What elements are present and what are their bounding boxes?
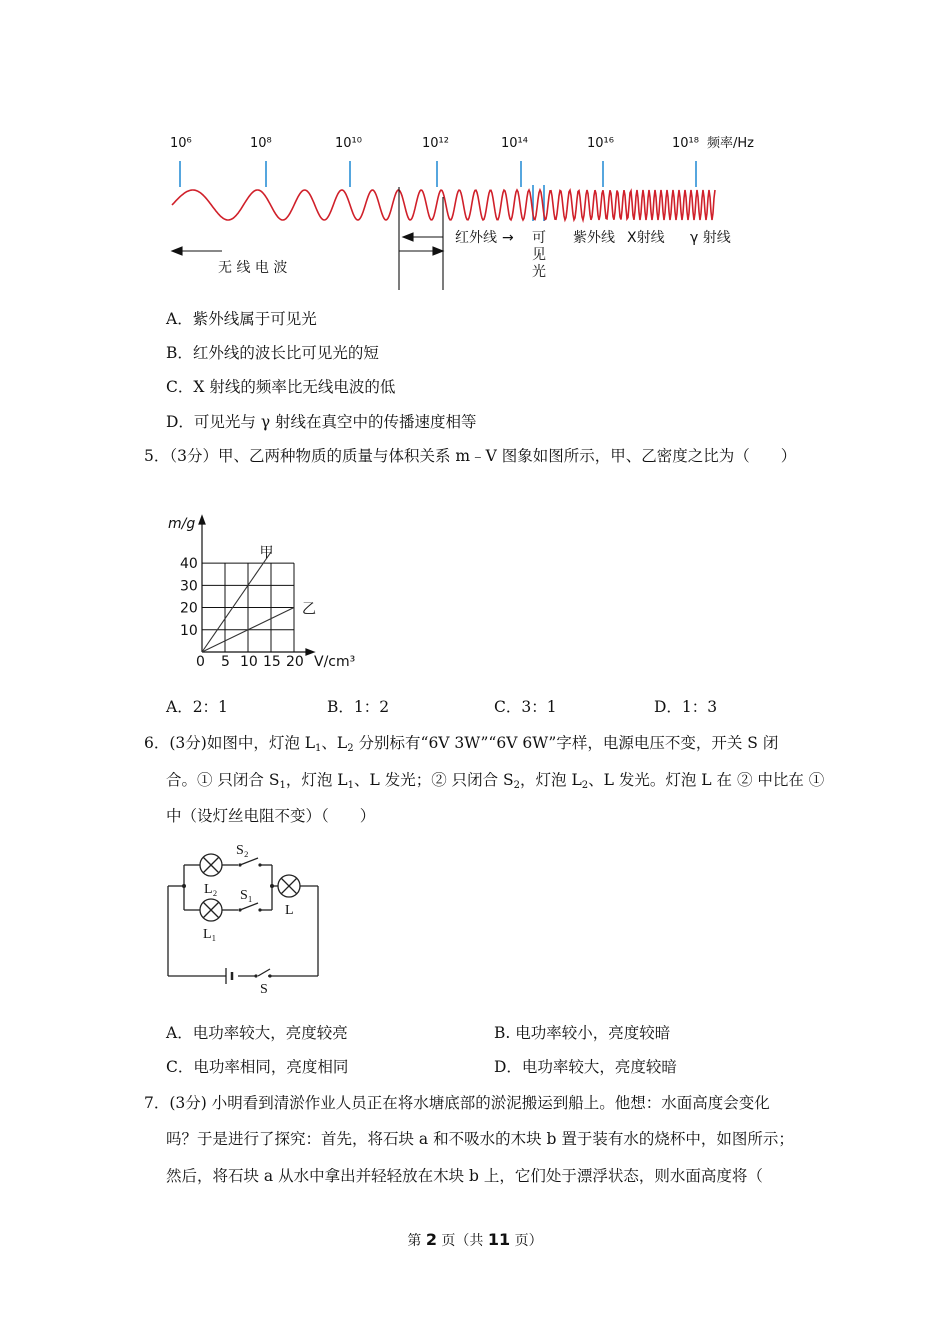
series-line-0	[202, 552, 271, 652]
x-tick-label: 20	[286, 654, 304, 670]
q6-option-b[interactable]: B. 电功率较小，亮度较暗	[494, 1024, 671, 1042]
freq-label: 10⁸	[250, 136, 272, 151]
q5-stem: 5．（3分）甲、乙两种物质的质量与体积关系 m﹣V 图象如图所示，甲、乙密度之比为（ ）	[144, 447, 797, 465]
l1-label: L₁	[203, 927, 217, 942]
axis-label: 频率/Hz	[707, 136, 754, 151]
page-number: 2	[425, 1230, 437, 1249]
uv-label: 紫外线	[573, 230, 615, 246]
visible-label: 见	[532, 247, 546, 263]
q5-option-a[interactable]: A．2：1	[166, 698, 228, 716]
freq-label: 10¹²	[422, 136, 449, 151]
x-tick-label: 5	[221, 654, 230, 670]
q4-option-d[interactable]: D．可见光与 γ 射线在真空中的传播速度相等	[166, 413, 477, 431]
page-total: 11	[487, 1230, 511, 1249]
mv-graph	[160, 512, 370, 680]
q5-option-d[interactable]: D．1：3	[654, 698, 718, 716]
circuit-diagram	[160, 838, 330, 998]
arrow-label: →	[502, 230, 514, 246]
q7-line2: 吗？于是进行了探究：首先，将石块 a 和不吸水的木块 b 置于装有水的烧杯中，如图所示；	[166, 1130, 794, 1148]
freq-label: 10¹⁴	[501, 136, 528, 151]
q5-option-b[interactable]: B．1：2	[327, 698, 390, 716]
em-spectrum-diagram	[160, 125, 780, 295]
q4-option-c[interactable]: C．X 射线的频率比无线电波的低	[166, 378, 396, 396]
x-axis-arrow	[306, 649, 314, 655]
q7-line3: 然后，将石块 a 从水中拿出并轻轻放在木块 b 上，它们处于漂浮状态，则水面高度将（	[166, 1167, 763, 1185]
q6-option-d[interactable]: D．电功率较大，亮度较暗	[494, 1058, 677, 1076]
q6-stem-line2: 合。① 只闭合 $S_1$，灯泡 $L_1$、L 发光；② 只闭合 $S_2$，灯泡 $L_2$、L 发光。灯泡 L 在 ② 中比在 ①	[166, 771, 825, 791]
x-tick-label: 15	[263, 654, 281, 670]
radio-wave-label: 无 线 电 波	[218, 260, 288, 276]
q7-line1: 7．(3分) 小明看到清淤作业人员正在将水塘底部的淤泥搬运到船上。他想：水面高度会变化	[144, 1094, 770, 1112]
s1-label: S₁	[240, 888, 253, 903]
gamma-label: γ 射线	[690, 230, 731, 246]
q4-option-a[interactable]: A．紫外线属于可见光	[166, 310, 317, 328]
q6-stem-line3: 中（设灯丝电阻不变）（ ）	[166, 807, 376, 825]
freq-label: 10¹⁰	[335, 136, 362, 151]
x-tick-label: 0	[196, 654, 205, 670]
freq-label: 10¹⁸	[672, 136, 699, 151]
q5-option-c[interactable]: C．3：1	[494, 698, 557, 716]
l-label: L	[285, 903, 294, 918]
s2-label: S₂	[236, 843, 249, 858]
visible-label: 可	[532, 230, 546, 246]
s-label: S	[260, 982, 268, 997]
xray-label: X射线	[627, 230, 665, 246]
freq-label: 10¹⁶	[587, 136, 614, 151]
series-label: 甲	[259, 545, 274, 562]
visible-label: 光	[532, 264, 546, 280]
y-axis-label: m/g	[168, 516, 196, 532]
x-axis-label: V/cm³	[314, 654, 356, 670]
y-tick-label: 30	[180, 578, 198, 595]
series-label: 乙	[302, 601, 316, 618]
x-tick-label: 10	[240, 654, 258, 670]
q6-option-c[interactable]: C．电功率相同，亮度相同	[166, 1058, 349, 1076]
q6-stem-line1: 6．(3分)如图中，灯泡 $L_1$、$L_2$ 分别标有“6V 3W”“6V 6W”字样，电源电压不变，开关 S 闭	[144, 734, 779, 754]
freq-label: 10⁶	[170, 136, 192, 151]
page-footer: 第 2 页（共 11 页）	[407, 1230, 543, 1249]
l2-label: L₂	[204, 882, 218, 897]
y-tick-label: 20	[180, 600, 198, 617]
q4-option-b[interactable]: B．红外线的波长比可见光的短	[166, 344, 379, 362]
y-tick-label: 10	[180, 622, 198, 639]
infrared-label: 红外线	[455, 230, 497, 246]
q6-option-a[interactable]: A．电功率较大，亮度较亮	[166, 1024, 348, 1042]
y-tick-label: 40	[180, 556, 198, 573]
y-axis-arrow	[199, 516, 205, 524]
